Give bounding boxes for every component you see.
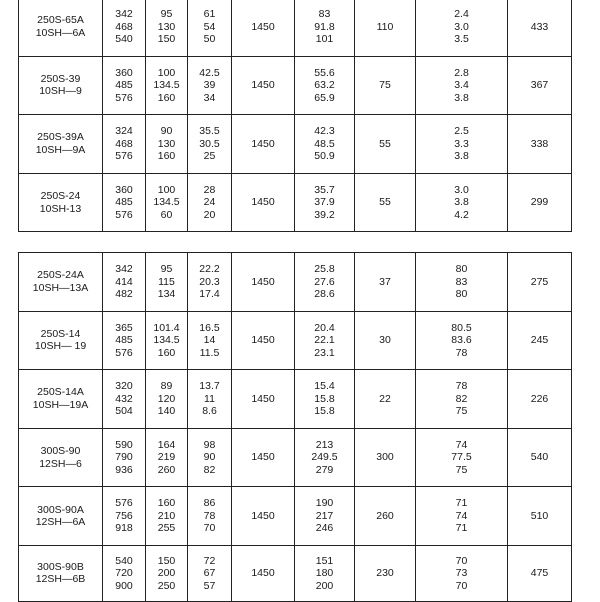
efficiency-cell-line: 83 [455,275,468,288]
flow-m3h-cell [103,311,146,370]
flow-m3h-cell-line: 342 [115,263,133,276]
efficiency-cell-line: 83.6 [451,334,472,347]
flow-m3h-cell [103,487,146,546]
head-cell-line: 61 [203,8,216,21]
shaft-power-cell-line: 15.8 [314,392,335,405]
head-cell [188,56,232,115]
flow-ls-cell-line: 160 [157,346,176,359]
weight-cell: 367 [508,56,572,115]
shaft-power-cell-line: 55.6 [314,66,335,79]
weight-cell: 433 [508,0,572,56]
head-cell-line: 20.3 [199,275,220,288]
head-cell [188,487,232,546]
flow-m3h-cell-line: 576 [115,91,133,104]
head-cell [188,0,232,56]
weight-cell: 475 [508,545,572,601]
shaft-power-cell-line: 83 [318,8,331,21]
motor-power-cell: 230 [355,545,416,601]
model-cell-line: 250S-14A [37,386,84,399]
speed-cell: 1450 [232,253,295,312]
weight-cell: 226 [508,370,572,429]
flow-ls-cell-line: 219 [157,451,176,464]
model-cell-line: 12SH—6A [35,516,86,529]
shaft-power-cell-line: 101 [315,33,334,46]
shaft-power-cell-line: 28.6 [314,288,335,301]
table-row [19,370,572,429]
flow-ls-cell [146,253,188,312]
shaft-power-cell [295,428,355,487]
motor-power-cell: 110 [355,0,416,56]
flow-m3h-cell-line: 320 [115,380,133,393]
model-cell [19,370,103,429]
model-cell-line: 250S-39A [37,131,84,144]
efficiency-cell [416,428,508,487]
head-cell [188,428,232,487]
flow-m3h-cell-line: 468 [115,137,133,150]
flow-m3h-cell [103,0,146,56]
flow-m3h-cell-line: 576 [115,346,133,359]
head-cell-line: 14 [203,334,216,347]
efficiency-cell-line: 82 [455,392,468,405]
flow-ls-cell [146,545,188,601]
model-cell-line: 10SH—9A [35,143,86,156]
flow-ls-cell-line: 134.5 [153,196,180,209]
head-cell-line: 42.5 [199,66,220,79]
flow-m3h-cell-line: 432 [115,392,133,405]
flow-ls-cell-line: 134.5 [153,334,180,347]
flow-m3h-cell-line: 414 [115,275,133,288]
shaft-power-cell-line: 249.5 [311,451,338,464]
flow-m3h-cell-line: 342 [115,8,133,21]
model-cell-line: 250S-65A [37,14,84,27]
table-row [19,56,572,115]
shaft-power-cell-line: 217 [315,509,334,522]
flow-ls-cell-line: 160 [157,497,176,510]
flow-m3h-cell-line: 900 [115,579,133,592]
model-cell [19,0,103,56]
flow-m3h-cell-line: 485 [115,79,133,92]
speed-cell: 1450 [232,56,295,115]
efficiency-cell-line: 3.8 [454,91,469,104]
flow-ls-cell-line: 100 [157,183,176,196]
model-cell-line: 300S-90A [37,503,84,516]
flow-m3h-cell-line: 576 [115,497,133,510]
model-cell-line: 10SH-13 [39,202,82,215]
flow-m3h-cell-line: 468 [115,20,133,33]
flow-ls-cell-line: 101.4 [153,321,180,334]
efficiency-cell-line: 78 [455,380,468,393]
efficiency-cell-line: 2.5 [454,125,469,138]
shaft-power-cell-line: 279 [315,463,334,476]
shaft-power-cell [295,311,355,370]
efficiency-cell-line: 71 [455,497,468,510]
flow-ls-cell-line: 150 [157,33,176,46]
shaft-power-cell-line: 180 [315,567,334,580]
efficiency-cell-line: 3.8 [454,150,469,163]
head-cell [188,115,232,174]
flow-ls-cell-line: 134 [157,288,176,301]
model-cell-line: 250S-39 [40,72,81,85]
shaft-power-cell-line: 151 [315,554,334,567]
shaft-power-cell [295,0,355,56]
flow-m3h-cell-line: 504 [115,405,133,418]
head-cell-line: 72 [203,554,216,567]
shaft-power-cell [295,487,355,546]
shaft-power-cell-line: 246 [315,522,334,535]
head-cell-line: 11.5 [199,346,220,359]
head-cell-line: 82 [203,463,216,476]
weight-cell: 510 [508,487,572,546]
shaft-power-cell-line: 15.8 [314,405,335,418]
flow-ls-cell [146,173,188,232]
flow-m3h-cell [103,370,146,429]
head-cell-line: 54 [203,20,216,33]
table-row [19,487,572,546]
speed-cell: 1450 [232,370,295,429]
model-cell-line: 12SH—6B [35,573,86,586]
shaft-power-cell-line: 27.6 [314,275,335,288]
flow-m3h-cell-line: 576 [115,150,133,163]
table-row [19,253,572,312]
motor-power-cell: 300 [355,428,416,487]
shaft-power-cell [295,56,355,115]
weight-cell: 245 [508,311,572,370]
flow-m3h-cell-line: 590 [115,438,133,451]
flow-ls-cell-line: 115 [158,275,175,288]
efficiency-cell-line: 75 [455,405,468,418]
head-cell [188,370,232,429]
flow-m3h-cell-line: 540 [115,33,133,46]
flow-ls-cell-line: 95 [160,8,173,21]
model-cell-line: 250S-24A [37,269,84,282]
efficiency-cell-line: 75 [455,463,468,476]
head-cell-line: 11 [204,392,215,405]
head-cell-line: 13.7 [199,380,220,393]
model-cell [19,545,103,601]
shaft-power-cell-line: 48.5 [314,137,335,150]
motor-power-cell: 55 [355,115,416,174]
pump-spec-table-bottom [18,252,572,602]
shaft-power-cell-line: 42.3 [314,125,335,138]
flow-ls-cell-line: 160 [157,91,176,104]
head-cell-line: 8.6 [202,405,217,418]
head-cell-line: 28 [203,183,216,196]
efficiency-cell [416,115,508,174]
flow-m3h-cell-line: 540 [115,554,133,567]
shaft-power-cell [295,115,355,174]
shaft-power-cell-line: 190 [315,497,334,510]
flow-m3h-cell [103,253,146,312]
table-row [19,428,572,487]
flow-ls-cell-line: 134.5 [153,79,180,92]
efficiency-cell-line: 2.4 [454,8,469,21]
head-cell-line: 39 [203,79,216,92]
efficiency-cell-line: 80 [455,263,468,276]
head-cell-line: 70 [203,522,216,535]
head-cell-line: 24 [203,196,216,209]
shaft-power-cell [295,370,355,429]
efficiency-cell [416,545,508,601]
model-cell [19,56,103,115]
efficiency-cell-line: 74 [455,438,468,451]
head-cell-line: 86 [203,497,216,510]
flow-ls-cell-line: 89 [160,380,173,393]
model-cell [19,487,103,546]
head-cell-line: 20 [203,208,216,221]
speed-cell: 1450 [232,173,295,232]
model-cell-line: 300S-90 [40,445,81,458]
flow-m3h-cell-line: 324 [115,125,133,138]
flow-m3h-cell-line: 365 [115,321,133,334]
flow-ls-cell [146,428,188,487]
flow-ls-cell-line: 60 [160,208,173,221]
motor-power-cell: 260 [355,487,416,546]
flow-ls-cell [146,487,188,546]
head-cell [188,173,232,232]
flow-m3h-cell-line: 360 [115,183,133,196]
efficiency-cell-line: 3.4 [454,79,469,92]
head-cell-line: 35.5 [199,125,220,138]
motor-power-cell: 22 [355,370,416,429]
efficiency-cell-line: 73 [455,567,468,580]
model-cell [19,311,103,370]
flow-m3h-cell-line: 485 [115,196,133,209]
shaft-power-cell [295,545,355,601]
flow-m3h-cell-line: 790 [115,451,133,464]
efficiency-cell [416,0,508,56]
efficiency-cell-line: 74 [455,509,468,522]
flow-ls-cell-line: 130 [157,137,176,150]
efficiency-cell [416,56,508,115]
efficiency-cell [416,487,508,546]
flow-ls-cell-line: 95 [160,263,173,276]
model-cell [19,428,103,487]
efficiency-cell-line: 70 [455,554,468,567]
efficiency-cell-line: 71 [455,522,468,535]
head-cell [188,545,232,601]
head-cell-line: 30.5 [199,137,220,150]
shaft-power-cell-line: 65.9 [314,91,335,104]
model-cell-line: 10SH—19A [32,398,89,411]
flow-ls-cell [146,370,188,429]
model-cell-line: 250S-24 [40,190,81,203]
table-row [19,115,572,174]
weight-cell: 540 [508,428,572,487]
flow-ls-cell-line: 250 [157,579,176,592]
efficiency-cell-line: 3.8 [454,196,469,209]
flow-ls-cell-line: 210 [157,509,176,522]
model-cell-line: 10SH—9 [39,85,82,98]
weight-cell: 299 [508,173,572,232]
shaft-power-cell-line: 37.9 [314,196,335,209]
shaft-power-cell-line: 23.1 [314,346,335,359]
flow-m3h-cell-line: 360 [115,66,133,79]
flow-m3h-cell-line: 756 [115,509,133,522]
flow-m3h-cell [103,428,146,487]
head-cell-line: 90 [203,451,216,464]
speed-cell: 1450 [232,311,295,370]
head-cell [188,253,232,312]
table-row [19,311,572,370]
model-cell [19,173,103,232]
flow-ls-cell-line: 140 [157,405,176,418]
shaft-power-cell-line: 50.9 [314,150,335,163]
efficiency-cell [416,173,508,232]
efficiency-cell-line: 4.2 [454,208,469,221]
model-cell-line: 250S-14 [40,327,81,340]
head-cell-line: 98 [203,438,216,451]
model-cell-line: 300S-90B [37,560,84,573]
flow-m3h-cell-line: 485 [115,334,133,347]
motor-power-cell: 37 [355,253,416,312]
shaft-power-cell [295,173,355,232]
motor-power-cell: 30 [355,311,416,370]
efficiency-cell [416,311,508,370]
head-cell [188,311,232,370]
model-cell-line: 10SH— 19 [34,340,87,353]
flow-m3h-cell-line: 482 [115,288,133,301]
flow-m3h-cell-line: 576 [115,208,133,221]
flow-m3h-cell [103,545,146,601]
shaft-power-cell-line: 63.2 [314,79,335,92]
efficiency-cell-line: 70 [455,579,468,592]
model-cell-line: 12SH—6 [39,457,82,470]
head-cell-line: 57 [203,579,216,592]
flow-ls-cell [146,0,188,56]
flow-ls-cell-line: 90 [160,125,173,138]
flow-ls-cell-line: 200 [157,567,176,580]
efficiency-cell-line: 3.3 [454,137,469,150]
speed-cell: 1450 [232,115,295,174]
flow-ls-cell-line: 150 [157,554,176,567]
speed-cell: 1450 [232,545,295,601]
flow-ls-cell-line: 164 [157,438,176,451]
efficiency-cell-line: 78 [455,346,468,359]
head-cell-line: 78 [203,509,216,522]
motor-power-cell: 55 [355,173,416,232]
motor-power-cell: 75 [355,56,416,115]
head-cell-line: 22.2 [199,263,220,276]
efficiency-cell-line: 80 [455,288,468,301]
flow-ls-cell-line: 255 [157,522,176,535]
flow-ls-cell [146,115,188,174]
shaft-power-cell-line: 15.4 [314,380,335,393]
speed-cell: 1450 [232,428,295,487]
weight-cell: 275 [508,253,572,312]
head-cell-line: 67 [203,567,216,580]
head-cell-line: 16.5 [199,321,220,334]
shaft-power-cell [295,253,355,312]
flow-m3h-cell [103,56,146,115]
flow-m3h-cell-line: 918 [115,522,133,535]
table-row [19,173,572,232]
shaft-power-cell-line: 39.2 [314,208,335,221]
flow-m3h-cell [103,115,146,174]
efficiency-cell-line: 80.5 [451,321,472,334]
head-cell-line: 34 [203,91,216,104]
weight-cell: 338 [508,115,572,174]
flow-ls-cell-line: 130 [157,20,176,33]
shaft-power-cell-line: 35.7 [314,183,335,196]
efficiency-cell-line: 3.5 [454,33,469,46]
efficiency-cell-line: 77.5 [451,451,472,464]
shaft-power-cell-line: 25.8 [314,263,335,276]
flow-m3h-cell [103,173,146,232]
shaft-power-cell-line: 22.1 [314,334,335,347]
flow-ls-cell-line: 100 [157,66,176,79]
shaft-power-cell-line: 91.8 [314,20,335,33]
model-cell [19,115,103,174]
flow-ls-cell-line: 120 [157,392,176,405]
head-cell-line: 17.4 [199,288,220,301]
speed-cell: 1450 [232,0,295,56]
shaft-power-cell-line: 213 [315,438,334,451]
head-cell-line: 25 [203,150,216,163]
efficiency-cell [416,253,508,312]
flow-ls-cell [146,56,188,115]
speed-cell: 1450 [232,487,295,546]
flow-ls-cell [146,311,188,370]
efficiency-cell-line: 2.8 [454,66,469,79]
model-cell-line: 10SH—13A [32,281,89,294]
efficiency-cell [416,370,508,429]
efficiency-cell-line: 3.0 [454,20,469,33]
efficiency-cell-line: 3.0 [454,183,469,196]
flow-m3h-cell-line: 720 [115,567,133,580]
head-cell-line: 50 [203,33,216,46]
flow-ls-cell-line: 160 [157,150,176,163]
model-cell-line: 10SH—6A [35,26,86,39]
pump-spec-table-top [18,0,572,232]
flow-m3h-cell-line: 936 [115,463,133,476]
model-cell [19,253,103,312]
flow-ls-cell-line: 260 [157,463,176,476]
table-row [19,545,572,601]
shaft-power-cell-line: 20.4 [314,321,335,334]
table-row [19,0,572,56]
shaft-power-cell-line: 200 [315,579,334,592]
